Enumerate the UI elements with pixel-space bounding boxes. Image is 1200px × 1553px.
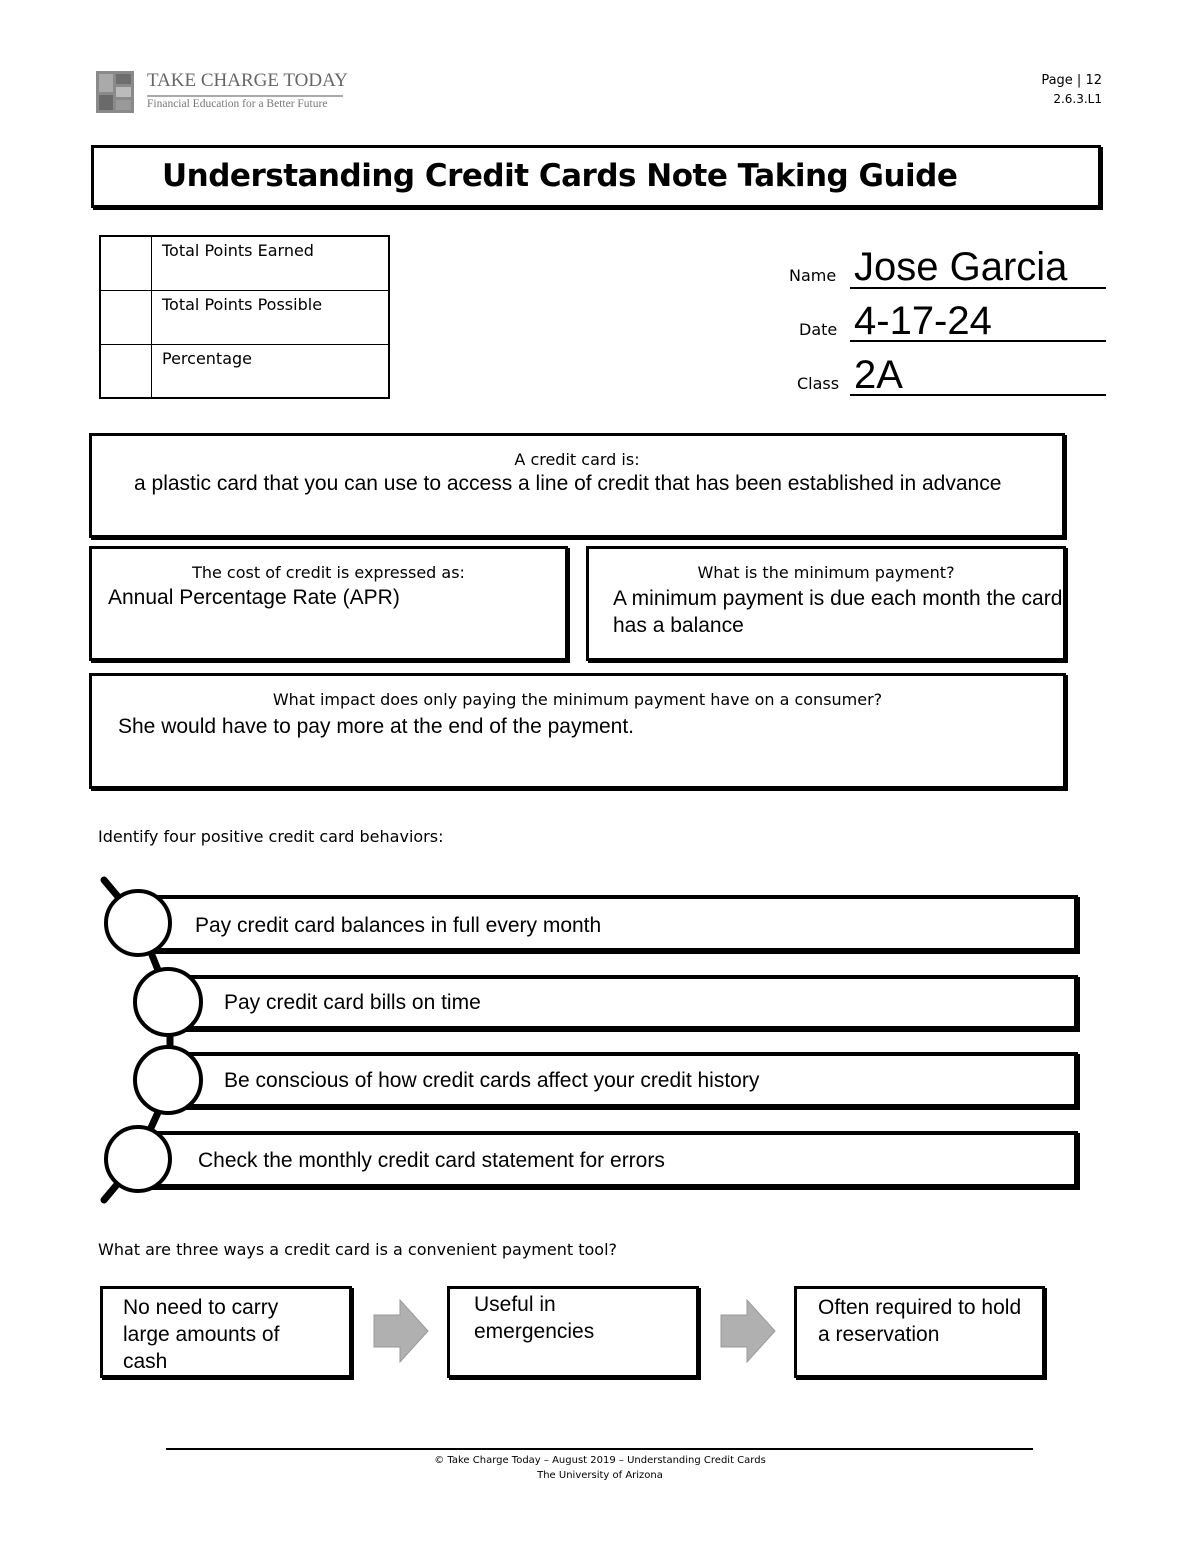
logo-subtitle: Financial Education for a Better Future xyxy=(147,98,328,110)
question-label: What is the minimum payment? xyxy=(697,563,955,582)
question-label: A credit card is: xyxy=(514,450,640,469)
convenience-box xyxy=(794,1286,1045,1378)
page-title: Understanding Credit Cards Note Taking Guide xyxy=(162,158,958,194)
score-label: Total Points Possible xyxy=(162,295,323,314)
footer-copyright: © Take Charge Today – August 2019 – Understanding Credit Cards xyxy=(434,1455,766,1466)
name-field[interactable]: Jose Garcia xyxy=(854,245,1068,289)
behavior-item[interactable]: Pay credit card bills on time xyxy=(224,991,481,1014)
behavior-circle-icon xyxy=(135,1047,201,1113)
arrow-right-icon xyxy=(374,1300,428,1362)
behavior-circle-icon xyxy=(106,891,170,955)
behavior-circle-icon xyxy=(106,1127,170,1191)
doc-code: 2.6.3.L1 xyxy=(1053,92,1102,106)
date-label: Date xyxy=(799,320,838,339)
question-label: What impact does only paying the minimum payment have on a consumer? xyxy=(272,690,883,709)
score-label: Total Points Earned xyxy=(162,241,314,260)
footer-university: The University of Arizona xyxy=(537,1470,663,1481)
answer-text[interactable]: Annual Percentage Rate (APR) xyxy=(108,586,400,609)
convenience-item[interactable]: No need to carry large amounts of cash xyxy=(123,1296,280,1373)
date-field[interactable]: 4-17-24 xyxy=(854,299,992,343)
footer-divider xyxy=(166,1448,1033,1450)
class-label: Class xyxy=(797,374,840,393)
behavior-item[interactable]: Pay credit card balances in full every month xyxy=(195,914,602,937)
convenience-box xyxy=(100,1286,352,1378)
answer-text[interactable]: She would have to pay more at the end of the payment. xyxy=(118,715,634,738)
arrow-right-icon xyxy=(721,1300,775,1362)
behavior-item[interactable]: Check the monthly credit card statement for errors xyxy=(198,1149,665,1172)
name-label: Name xyxy=(789,266,837,285)
convenience-item[interactable]: Often required to hold a reservation xyxy=(818,1296,1022,1346)
class-field[interactable]: 2A xyxy=(854,353,903,397)
question-label: The cost of credit is expressed as: xyxy=(192,563,465,582)
logo-title: TAKE CHARGE TODAY xyxy=(147,70,348,91)
page-number: Page | 12 xyxy=(1041,73,1102,88)
behavior-circle-icon xyxy=(135,969,201,1035)
behavior-item[interactable]: Be conscious of how credit cards affect your credit history xyxy=(224,1069,760,1092)
behaviors-prompt: Identify four positive credit card behaviors: xyxy=(98,827,444,846)
answer-text[interactable]: A minimum payment is due each month the card has a balance xyxy=(613,587,1063,637)
convenience-prompt: What are three ways a credit card is a convenient payment tool? xyxy=(98,1240,618,1259)
convenience-box xyxy=(447,1286,699,1378)
convenience-item[interactable]: Useful in emergencies xyxy=(474,1293,595,1343)
answer-text[interactable]: a plastic card that you can use to access a line of credit that has been established in advance xyxy=(134,472,1002,495)
score-label: Percentage xyxy=(162,349,253,368)
